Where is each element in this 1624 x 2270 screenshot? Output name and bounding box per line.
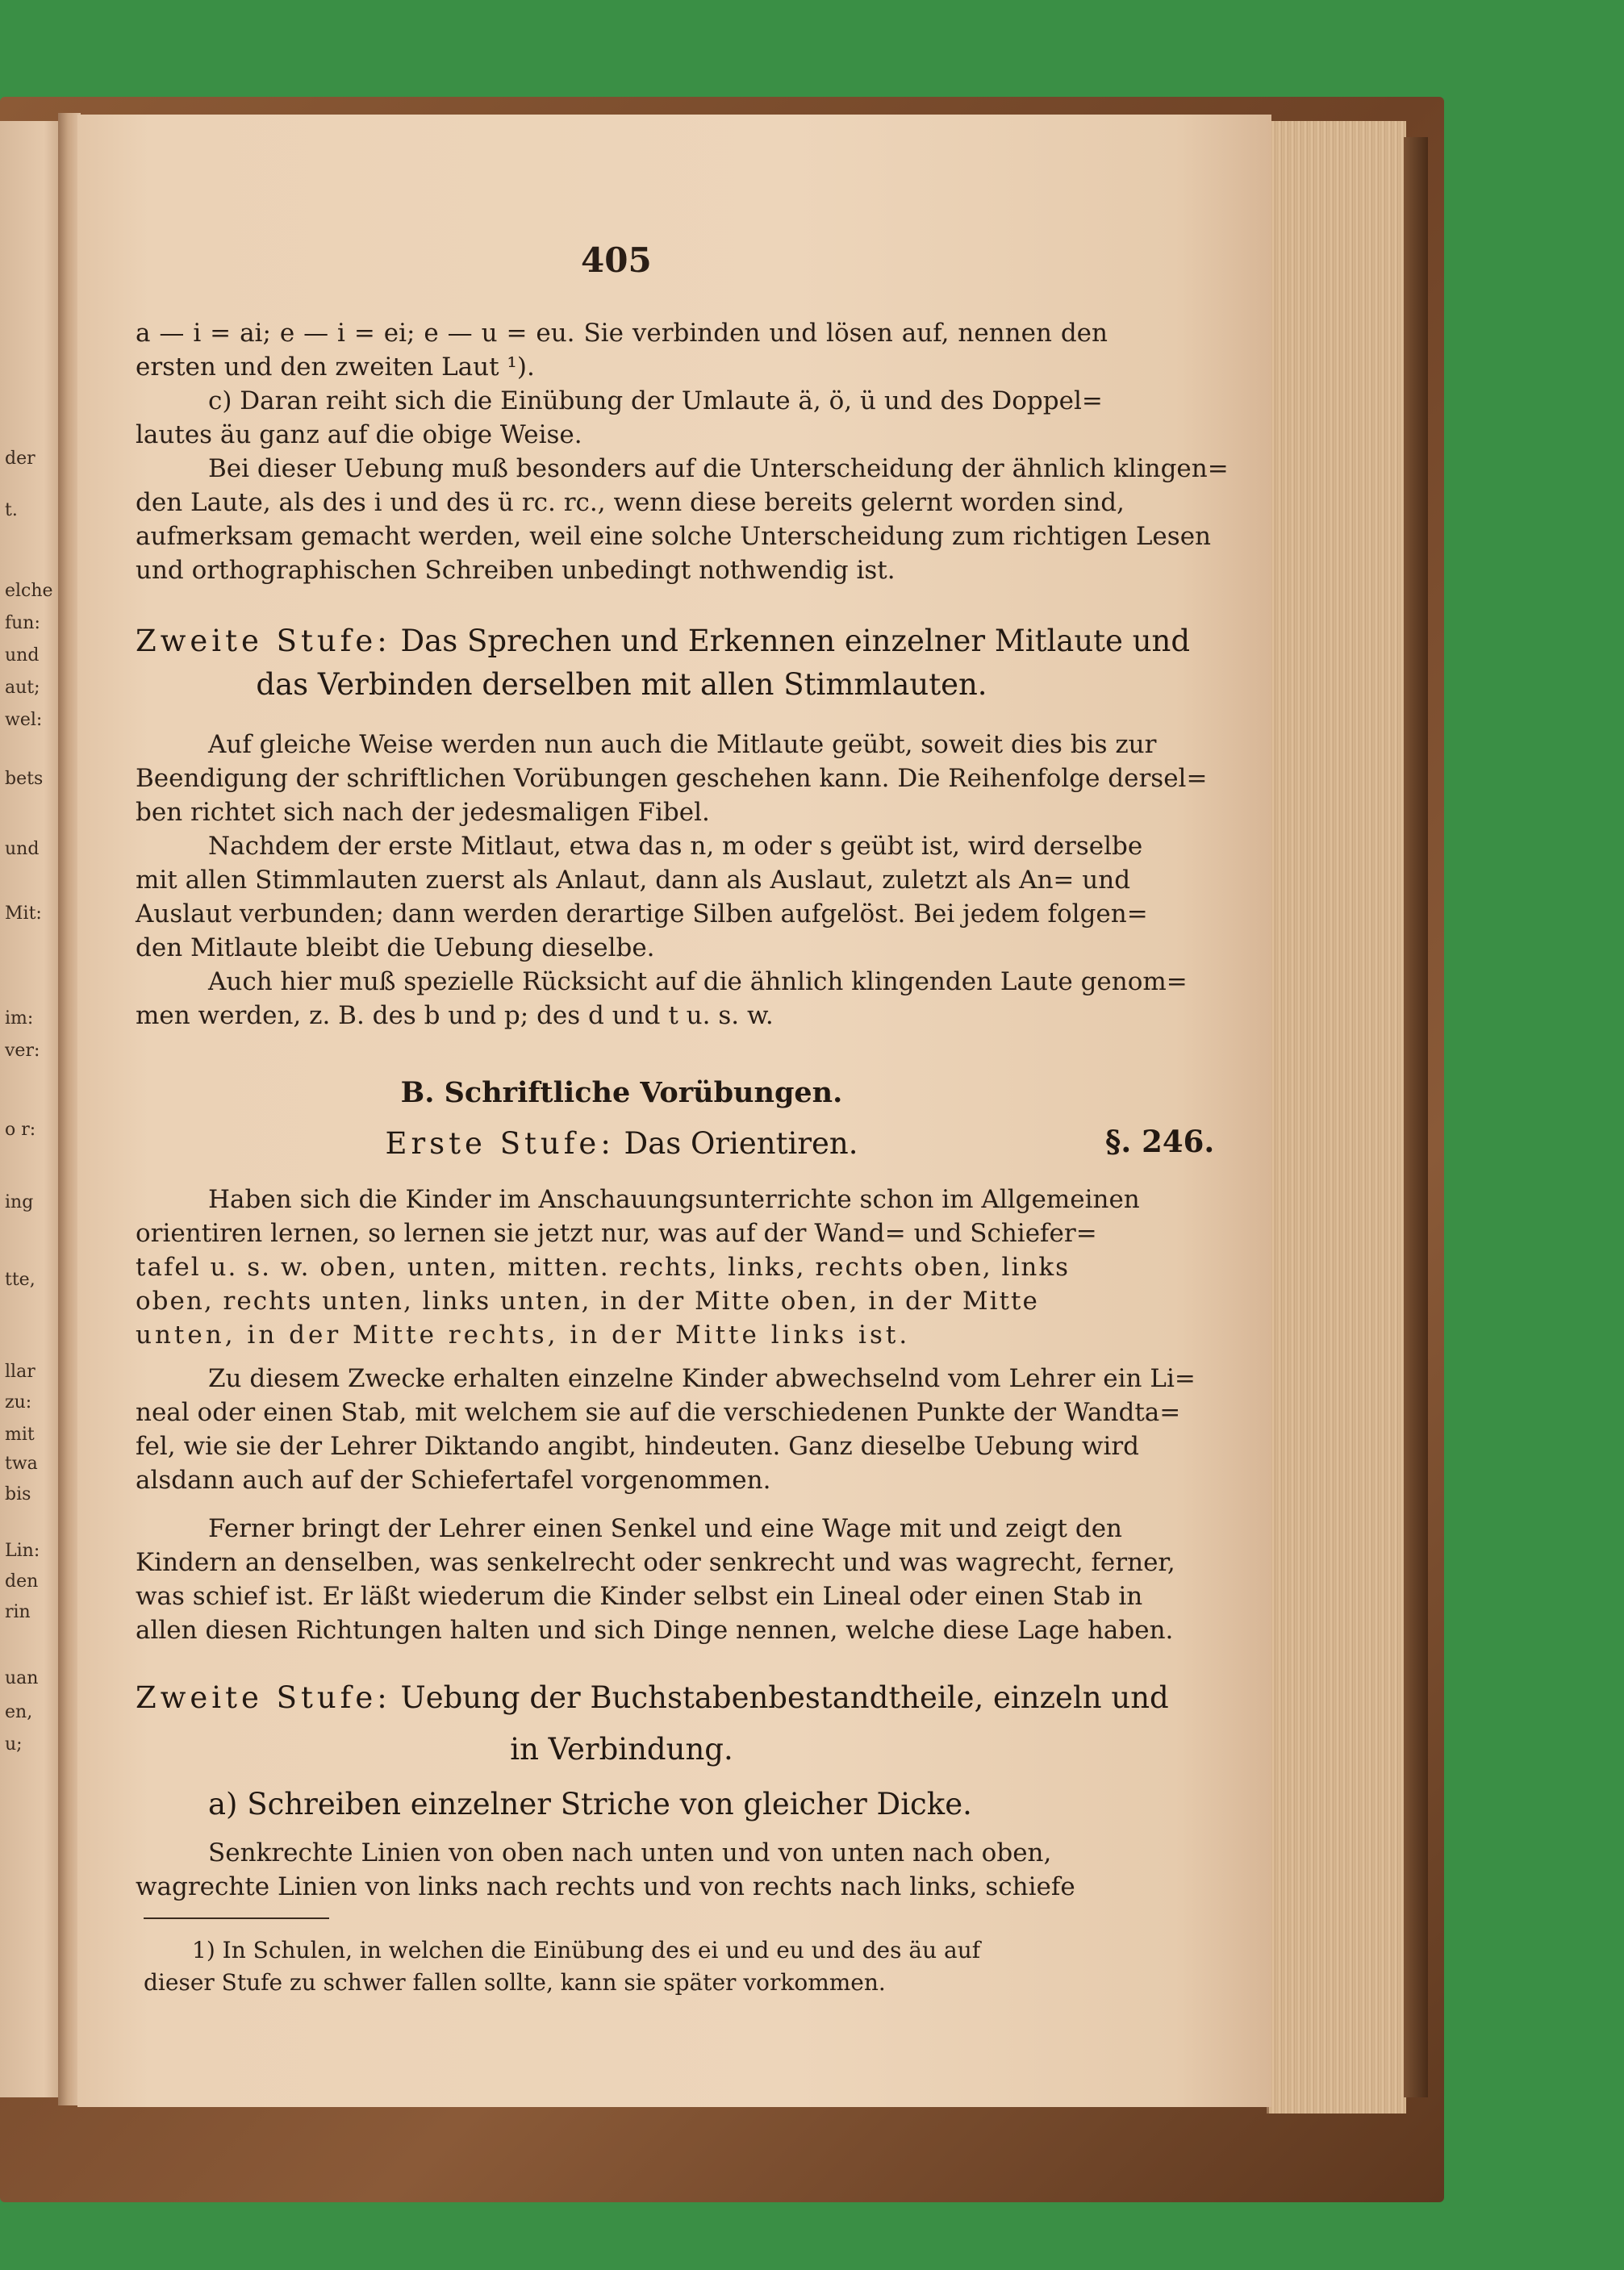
text-line: Senkrechte Linien von oben nach unten und von unten nach oben, xyxy=(208,1838,1052,1867)
text-line: oben, rechts unten, links unten, in der Mitte oben, in der Mitte xyxy=(136,1287,1039,1316)
section-heading xyxy=(136,621,1191,661)
margin-fragment: ver: xyxy=(5,1041,40,1061)
text-line: fel, wie sie der Lehrer Diktando angibt, hindeuten. Ganz dieselbe Uebung wird xyxy=(136,1432,1139,1461)
text-line: ersten und den zweiten Laut ¹). xyxy=(136,353,535,382)
margin-fragment: Lin: xyxy=(5,1541,40,1561)
text-line: allen diesen Richtungen halten und sich Dinge nennen, welche diese Lage haben. xyxy=(136,1616,1174,1645)
margin-fragment: bis xyxy=(5,1484,31,1504)
heading-text: Uebung der Buchstabenbestandtheile, einzeln und xyxy=(390,1680,1169,1715)
text-line: aufmerksam gemacht werden, weil eine solche Unterscheidung zum richtigen Lesen xyxy=(136,522,1211,551)
margin-fragment: im: xyxy=(5,1008,34,1029)
text-line: und orthographischen Schreiben unbedingt nothwendig ist. xyxy=(136,556,895,585)
page-edges xyxy=(1267,121,1406,2114)
heading-text: Das Sprechen und Erkennen einzelner Mitlaute und xyxy=(390,624,1191,658)
text-line: Haben sich die Kinder im Anschauungsunterrichte schon im Allgemeinen xyxy=(208,1185,1140,1214)
cover-edge xyxy=(1404,137,1428,2097)
heading-label: Zweite Stufe: xyxy=(136,1680,391,1715)
page-number: 405 xyxy=(581,240,652,280)
margin-fragment: Mit: xyxy=(5,903,42,924)
margin-fragment: und xyxy=(5,839,40,859)
text-line: orientiren lernen, so lernen sie jetzt nur, was auf der Wand= und Schiefer= xyxy=(136,1219,1097,1248)
margin-fragment: twa xyxy=(5,1454,38,1474)
margin-fragment: t. xyxy=(5,500,18,520)
margin-fragment: elche xyxy=(5,581,53,601)
margin-fragment: ing xyxy=(5,1192,34,1212)
margin-fragment: der xyxy=(5,449,35,469)
text-line: Beendigung der schriftlichen Vorübungen geschehen kann. Die Reihenfolge dersel= xyxy=(136,764,1208,793)
margin-fragment: u; xyxy=(5,1734,23,1755)
margin-fragment: aut; xyxy=(5,678,40,698)
text-line: Kindern an denselben, was senkelrecht oder senkrecht und was wagrecht, ferner, xyxy=(136,1548,1175,1577)
text-line: was schief ist. Er läßt wiederum die Kinder selbst ein Lineal oder einen Stab in xyxy=(136,1582,1143,1611)
left-page-edge xyxy=(0,121,63,2097)
section-b-heading: B. Schriftliche Vorübungen. xyxy=(400,1076,843,1109)
margin-fragment: fun: xyxy=(5,613,40,633)
section-heading-line2: das Verbinden derselben mit allen Stimmlauten. xyxy=(256,667,987,702)
margin-fragment: zu: xyxy=(5,1392,32,1412)
margin-fragment: bets xyxy=(5,769,44,789)
text-line: mit allen Stimmlauten zuerst als Anlaut, dann als Auslaut, zuletzt als An= und xyxy=(136,866,1131,895)
text-line: alsdann auch auf der Schiefertafel vorgenommen. xyxy=(136,1466,771,1495)
footnote-line: dieser Stufe zu schwer fallen sollte, kann sie später vorkommen. xyxy=(144,1969,886,1996)
text-line: Nachdem der erste Mitlaut, etwa das n, m oder s geübt ist, wird derselbe xyxy=(208,832,1143,861)
text-line: wagrechte Linien von links nach rechts und von rechts nach links, schiefe xyxy=(136,1872,1075,1901)
heading-text: Das Orientiren. xyxy=(614,1126,858,1161)
margin-fragment: o r: xyxy=(5,1120,36,1140)
text-line: men werden, z. B. des b und p; des d und t u. s. w. xyxy=(136,1001,774,1030)
text-line: c) Daran reiht sich die Einübung der Umlaute ä, ö, ü und des Doppel= xyxy=(208,386,1103,415)
heading-label: Zweite Stufe: xyxy=(136,624,391,658)
margin-fragment: en, xyxy=(5,1702,33,1722)
subsection-heading: a) Schreiben einzelner Striche von gleicher Dicke. xyxy=(208,1787,972,1821)
text-line: Auslaut verbunden; dann werden derartige Silben aufgelöst. Bei jedem folgen= xyxy=(136,899,1148,928)
footnote-line: 1) In Schulen, in welchen die Einübung des ei und eu und des äu auf xyxy=(192,1937,981,1963)
margin-fragment: den xyxy=(5,1571,39,1592)
footnote-rule xyxy=(144,1917,329,1919)
margin-fragment: und xyxy=(5,645,40,666)
section-heading xyxy=(136,1678,1169,1718)
text-line: neal oder einen Stab, mit welchem sie auf die verschiedenen Punkte der Wandta= xyxy=(136,1398,1181,1427)
margin-fragment: tte, xyxy=(5,1270,35,1290)
section-heading xyxy=(136,1124,1108,1164)
text-line: ben richtet sich nach der jedesmaligen Fibel. xyxy=(136,798,710,827)
text-line: den Mitlaute bleibt die Uebung dieselbe. xyxy=(136,933,655,962)
text-line: a — i = ai; e — i = ei; e — u = eu. Sie verbinden und lösen auf, nennen den xyxy=(136,319,1108,348)
section-heading-line2: in Verbindung. xyxy=(510,1732,733,1767)
section-number: §. 246. xyxy=(1105,1124,1215,1159)
text-line: Auf gleiche Weise werden nun auch die Mitlaute geübt, soweit dies bis zur xyxy=(208,730,1157,759)
margin-fragment: llar xyxy=(5,1362,35,1382)
margin-fragment: rin xyxy=(5,1602,31,1622)
text-line: Ferner bringt der Lehrer einen Senkel und eine Wage mit und zeigt den xyxy=(208,1514,1122,1543)
heading-label: Erste Stufe: xyxy=(385,1126,615,1161)
margin-fragment: uan xyxy=(5,1668,39,1688)
text-line: den Laute, als des i und des ü rc. rc., wenn diese bereits gelernt worden sind, xyxy=(136,488,1125,517)
text-line: lautes äu ganz auf die obige Weise. xyxy=(136,420,582,449)
text-line: unten, in der Mitte rechts, in der Mitte links ist. xyxy=(136,1321,911,1350)
text-line: tafel u. s. w. oben, unten, mitten. rechts, links, rechts oben, links xyxy=(136,1253,1071,1282)
margin-fragment: mit xyxy=(5,1425,35,1445)
text-line: Auch hier muß spezielle Rücksicht auf die ähnlich klingenden Laute genom= xyxy=(208,967,1188,996)
text-line: Zu diesem Zwecke erhalten einzelne Kinder abwechselnd vom Lehrer ein Li= xyxy=(208,1364,1196,1393)
margin-fragment: wel: xyxy=(5,710,43,730)
text-line: Bei dieser Uebung muß besonders auf die Unterscheidung der ähnlich klingen= xyxy=(208,454,1229,483)
